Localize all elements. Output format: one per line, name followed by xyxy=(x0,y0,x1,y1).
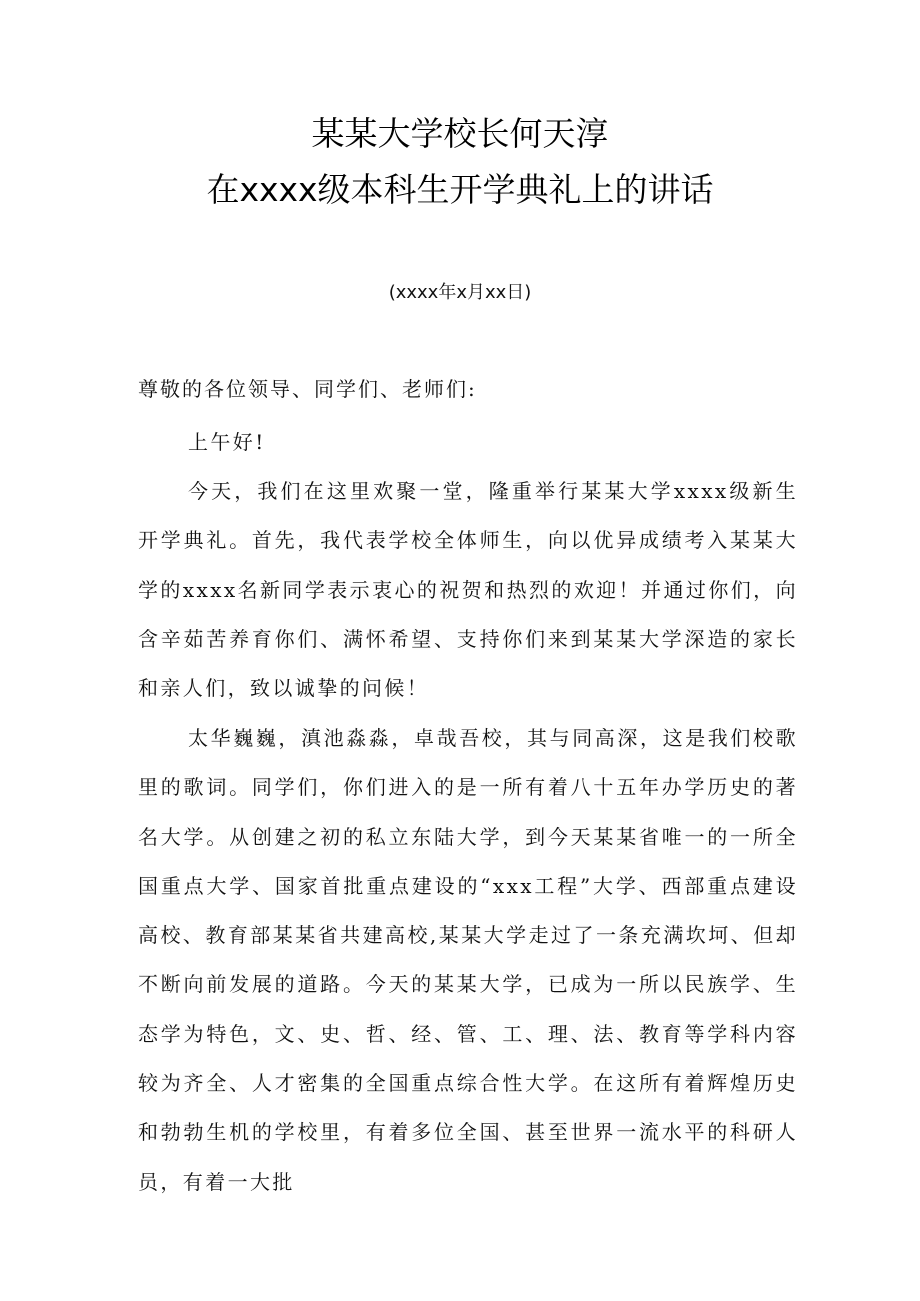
greeting: 上午好! xyxy=(188,430,266,454)
document-date: (xxxx年x月xx日) xyxy=(388,282,532,303)
paragraph: 今天，我们在这里欢聚一堂，隆重举行某某大学xxxx级新生开学典礼。首先，我代表学校全体师生，向以优异成绩考入某某大学的xxxx名新同学表示衷心的祝贺和热烈的欢迎！并通过你们，向含辛茹苦养育你们、满怀希望、支持你们来到某某大学深造的家长和亲人们，致以诚挚的问候！ xyxy=(138,479,798,701)
document-title: 某某大学校长何天淳 xyxy=(311,114,609,153)
document-subtitle: 在xxxx级本科生开学典礼上的讲话 xyxy=(206,170,714,209)
paragraph: 太华巍巍，滇池淼淼，卓哉吾校，其与同高深，这是我们校歌里的歌词。同学们，你们进入的是一所有着八十五年办学历史的著名大学。从创建之初的私立东陆大学，到今天某某省唯一的一所全国重点大学、国家首批重点建设的“xxx工程”大学、西部重点建设高校、教育部某某省共建高校,某某大学走过了一条充满坎坷、但却不断向前发展的道路。今天的某某大学，已成为一所以民族学、生态学为特色，文、史、哲、经、管、工、理、法、教育等学科内容较为齐全、人才密集的全国重点综合性大学。在这所有着辉煌历史和勃勃生机的学校里，有着多位全国、甚至世界一流水平的科研人员，有着一大批 xyxy=(138,726,798,1194)
salutation: 尊敬的各位领导、同学们、老师们: xyxy=(138,377,477,401)
